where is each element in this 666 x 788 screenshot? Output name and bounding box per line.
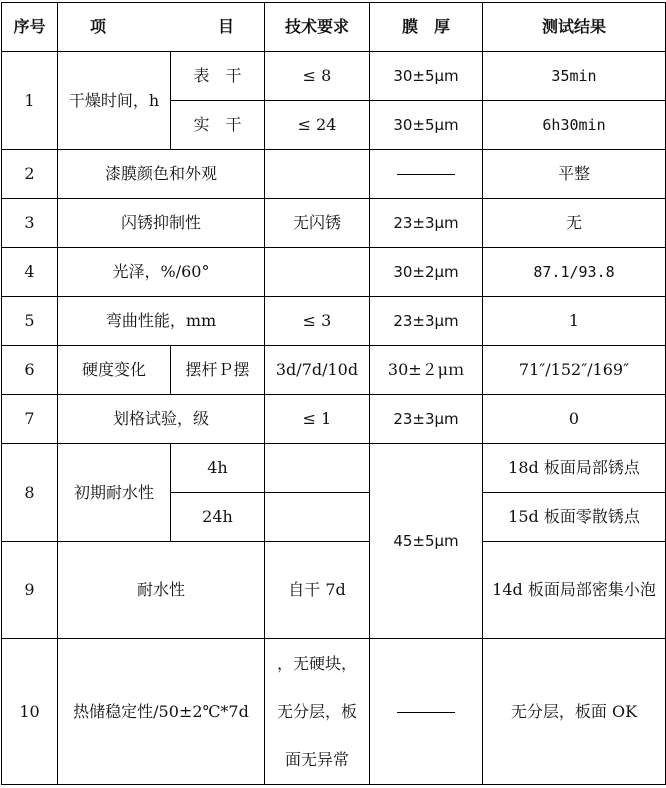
row1-sub1-film: 30±5μm bbox=[370, 52, 483, 101]
table-row-8a bbox=[2, 444, 666, 493]
row10-result: 无分层，板面 OK bbox=[483, 639, 666, 785]
row7-result: 0 bbox=[483, 395, 666, 444]
row5-no: 5 bbox=[2, 297, 58, 346]
row6-req: 3d/7d/10d bbox=[265, 346, 370, 395]
row4-req bbox=[265, 248, 370, 297]
row1-sub2-req: ≤ 24 bbox=[265, 101, 370, 150]
row6-result: 71″/152″/169″ bbox=[483, 346, 666, 395]
header-film: 膜 厚 bbox=[370, 3, 483, 52]
row5-item: 弯曲性能，mm bbox=[58, 297, 265, 346]
header-requirement: 技术要求 bbox=[265, 3, 370, 52]
row10-film bbox=[370, 639, 483, 785]
row8-9-film: 45±5μm bbox=[370, 444, 483, 639]
row3-film: 23±3μm bbox=[370, 199, 483, 248]
row8-item: 初期耐水性 bbox=[58, 444, 171, 542]
row8-sub1-label: 4h bbox=[171, 444, 265, 493]
row3-result: 无 bbox=[483, 199, 666, 248]
row4-result: 87.1/93.8 bbox=[483, 248, 666, 297]
dash-line bbox=[397, 174, 455, 175]
row4-no: 4 bbox=[2, 248, 58, 297]
row2-item: 漆膜颜色和外观 bbox=[58, 150, 265, 199]
header-row bbox=[2, 3, 666, 52]
row3-item: 闪锈抑制性 bbox=[58, 199, 265, 248]
header-no: 序号 bbox=[2, 3, 58, 52]
test-results-table bbox=[1, 2, 666, 785]
row1-sub1-result: 35min bbox=[483, 52, 666, 101]
row4-film: 30±2μm bbox=[370, 248, 483, 297]
row5-req: ≤ 3 bbox=[265, 297, 370, 346]
row5-result: 1 bbox=[483, 297, 666, 346]
header-item-b: 目 bbox=[217, 17, 234, 36]
table-row-3 bbox=[2, 199, 666, 248]
row7-req: ≤ 1 bbox=[265, 395, 370, 444]
table-row-7 bbox=[2, 395, 666, 444]
header-item-a: 项 bbox=[90, 17, 107, 36]
table-row-6 bbox=[2, 346, 666, 395]
row9-item: 耐水性 bbox=[58, 542, 265, 639]
row1-sub2-film: 30±5μm bbox=[370, 101, 483, 150]
row8-no: 8 bbox=[2, 444, 58, 542]
table-row-4 bbox=[2, 248, 666, 297]
row10-req: ，无硬块，无分层，板面无异常 bbox=[265, 639, 370, 785]
row5-film: 23±3μm bbox=[370, 297, 483, 346]
row8-sub2-label: 24h bbox=[171, 493, 265, 542]
row2-film bbox=[370, 150, 483, 199]
row1-sub1-label: 表 干 bbox=[171, 52, 265, 101]
row6-film: 30±２μｍ bbox=[370, 346, 483, 395]
row6-sub: 摆杆Ｐ摆 bbox=[171, 346, 265, 395]
row8-sub1-req bbox=[265, 444, 370, 493]
row4-item: 光泽，%/60° bbox=[58, 248, 265, 297]
row10-no: 10 bbox=[2, 639, 58, 785]
row9-result: 14d 板面局部密集小泡 bbox=[483, 542, 666, 639]
row1-sub2-result: 6h30min bbox=[483, 101, 666, 150]
row9-req: 自干 7d bbox=[265, 542, 370, 639]
dash-line bbox=[397, 712, 455, 713]
row1-sub1-req: ≤ 8 bbox=[265, 52, 370, 101]
table-row-1a bbox=[2, 52, 666, 101]
row8-sub2-result: 15d 板面零散锈点 bbox=[483, 493, 666, 542]
row8-sub1-result: 18d 板面局部锈点 bbox=[483, 444, 666, 493]
row2-req bbox=[265, 150, 370, 199]
row7-film: 23±3μm bbox=[370, 395, 483, 444]
row8-sub2-req bbox=[265, 493, 370, 542]
row2-result: 平整 bbox=[483, 150, 666, 199]
table-row-9 bbox=[2, 542, 666, 639]
table-row-10 bbox=[2, 639, 666, 785]
row3-no: 3 bbox=[2, 199, 58, 248]
row10-item: 热储稳定性/50±2℃*7d bbox=[58, 639, 265, 785]
row1-item: 干燥时间，h bbox=[58, 52, 171, 150]
header-result: 测试结果 bbox=[483, 3, 666, 52]
row6-item: 硬度变化 bbox=[58, 346, 171, 395]
row9-no: 9 bbox=[2, 542, 58, 639]
row6-no: 6 bbox=[2, 346, 58, 395]
header-item bbox=[58, 3, 265, 52]
row1-no: 1 bbox=[2, 52, 58, 150]
row7-no: 7 bbox=[2, 395, 58, 444]
row7-item: 划格试验，级 bbox=[58, 395, 265, 444]
table-row-5 bbox=[2, 297, 666, 346]
table-row-2 bbox=[2, 150, 666, 199]
row1-sub2-label: 实 干 bbox=[171, 101, 265, 150]
row3-req: 无闪锈 bbox=[265, 199, 370, 248]
row2-no: 2 bbox=[2, 150, 58, 199]
